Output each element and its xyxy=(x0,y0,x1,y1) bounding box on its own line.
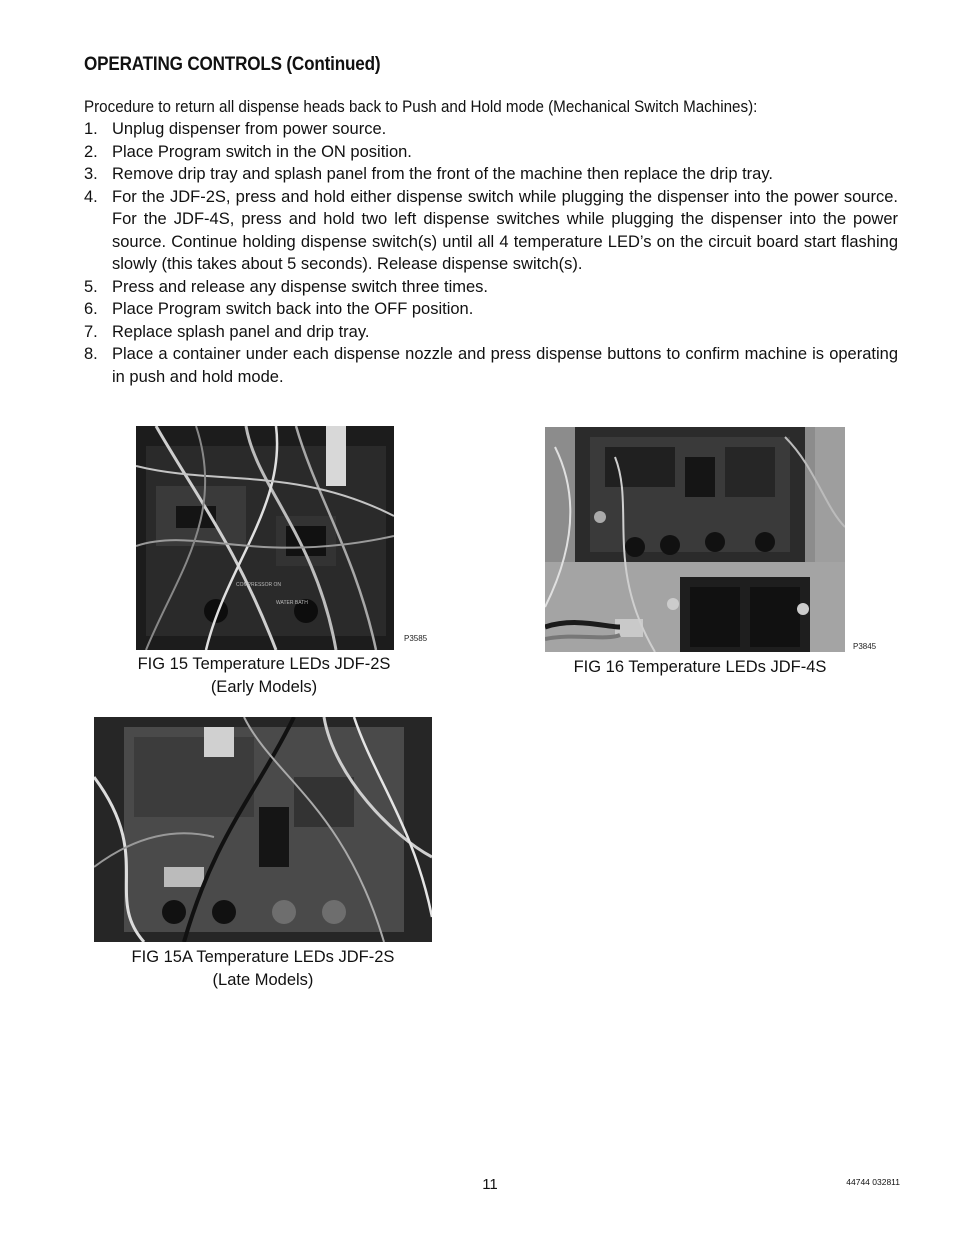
fig15-photo-code: P3585 xyxy=(404,634,428,643)
page-number: 11 xyxy=(482,1176,498,1193)
fig15-photo xyxy=(136,426,394,650)
step-number: 6. xyxy=(84,300,98,318)
procedure-intro: Procedure to return all dispense heads back to Push and Hold mode (Mechanical Switch Machines): xyxy=(84,98,758,116)
step-text: Place a container under each dispense nozzle and press dispense buttons to confirm machine is operating in push and hold mode. xyxy=(112,345,898,386)
step-number: 5. xyxy=(84,277,98,296)
step-item xyxy=(84,276,898,299)
fig16-caption: FIG 16 Temperature LEDs JDF-4S xyxy=(573,658,827,676)
step-text: Place Program switch in the ON position. xyxy=(112,142,412,161)
page-heading: OPERATING CONTROLS (Continued) xyxy=(84,54,381,75)
step-text: Remove drip tray and splash panel from the front of the machine then replace the drip tray. xyxy=(112,165,773,183)
step-item xyxy=(84,163,898,186)
fig16-photo-code: P3845 xyxy=(853,642,877,651)
step-item xyxy=(84,141,898,164)
step-text: Press and release any dispense switch three times. xyxy=(112,277,489,296)
step-number: 3. xyxy=(84,165,98,183)
document-code: 44744 032811 xyxy=(846,1177,900,1187)
step-text: Unplug dispenser from power source. xyxy=(112,120,387,138)
step-number: 7. xyxy=(84,322,98,341)
procedure-steps xyxy=(84,118,898,388)
board-label: WATER BATH xyxy=(276,600,308,606)
step-number: 4. xyxy=(84,187,98,206)
fig16-photo xyxy=(545,427,845,652)
step-text: Place Program switch back into the OFF position. xyxy=(112,300,474,318)
step-item xyxy=(84,118,898,141)
step-item xyxy=(84,186,898,276)
fig15a-caption xyxy=(94,946,432,991)
step-number: 1. xyxy=(84,120,98,138)
step-item xyxy=(84,298,898,321)
fig15a-photo xyxy=(94,717,432,942)
fig15a-caption-line2: (Late Models) xyxy=(212,970,314,989)
step-text: For the JDF-2S, press and hold either dispense switch while plugging the dispenser into the power source. For the JDF-4S, press and hold two left dispense switches while plugging the dispenser into the power source. Continue holding dispense switch(s) until all 4 temperature LED’s on the circuit board start flashing slowly (this takes about 5 seconds). Release dispense switch(s). xyxy=(112,187,898,273)
board-label: COMPRESSOR ON xyxy=(236,582,282,588)
step-item xyxy=(84,321,898,344)
fig15-caption-line1: FIG 15 Temperature LEDs JDF-2S xyxy=(137,655,391,673)
fig15-caption xyxy=(124,653,404,698)
step-item xyxy=(84,343,898,388)
step-number: 2. xyxy=(84,142,98,161)
step-text: Replace splash panel and drip tray. xyxy=(112,322,370,341)
step-number: 8. xyxy=(84,345,98,363)
fig15a-caption-line1: FIG 15A Temperature LEDs JDF-2S xyxy=(131,948,395,966)
fig15-caption-line2: (Early Models) xyxy=(210,677,318,696)
